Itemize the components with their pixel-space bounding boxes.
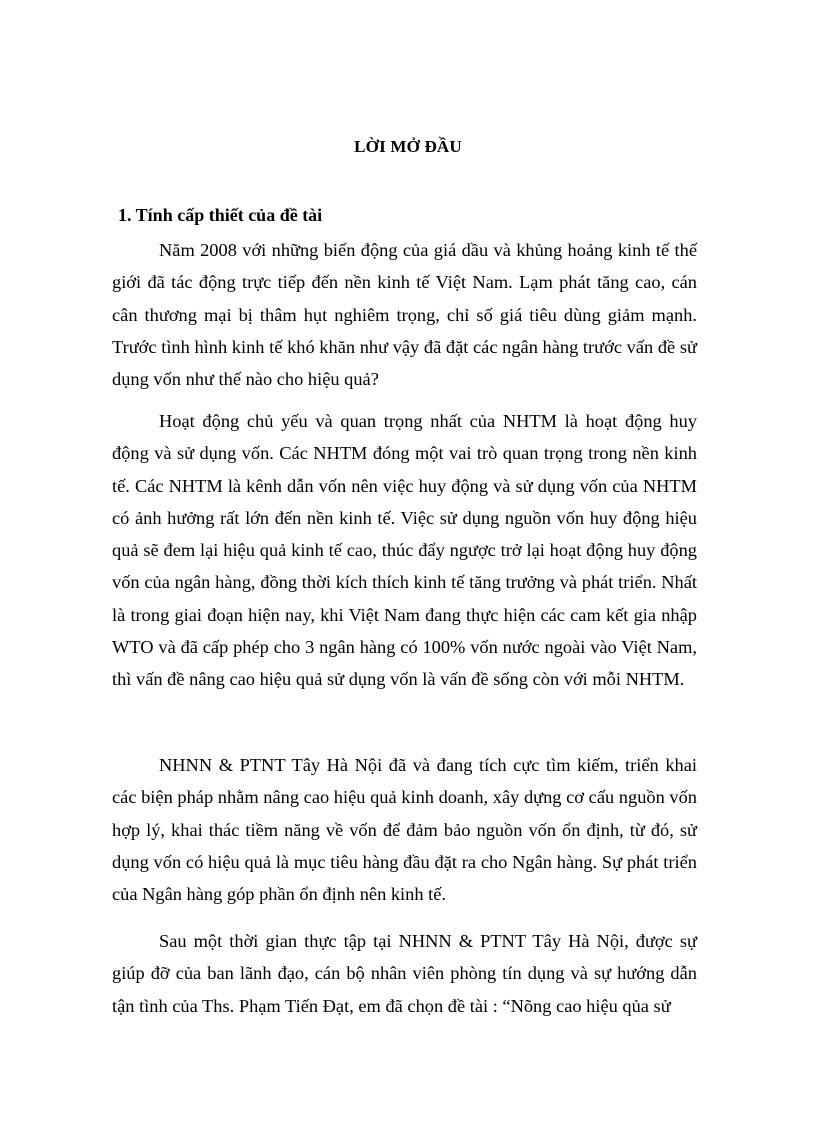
paragraph-2: Hoạt động chủ yếu và quan trọng nhất của NHTM là hoạt động huy động và sử dụng vốn. Các NHTM đóng một vai trò quan trọng trong nền kinh tế. Các NHTM là kênh dẫn vốn nên việc huy động và sử dụng vốn của NHTM có ảnh hưởng rất lớn đến nền kinh tế. Việc sử dụng nguồn vốn huy động hiệu quả sẽ đem lại hiệu quả kinh tế cao, thúc đẩy ngược trở lại hoạt động huy động vốn của ngân hàng, đồng thời kích thích kinh tế tăng trưởng và phát triển. Nhất là trong giai đoạn hiện nay, khi Việt Nam đang thực hiện các cam kết gia nhập WTO và đã cấp phép cho 3 ngân hàng có 100% vốn nước ngoài vào Việt Nam, thì vấn đề nâng cao hiệu quả sử dụng vốn là vấn đề sống còn với mỗi NHTM. [112, 411, 697, 690]
paragraph-4: Sau một thời gian thực tập tại NHNN & PTNT Tây Hà Nội, được sự giúp đỡ của ban lãnh đạo, cán bộ nhân viên phòng tín dụng và sự hướng dẫn tận tình của Ths. Phạm Tiến Đạt, em đã chọn đề tài : “Nõng cao hiệu qủa sử [112, 931, 697, 1016]
paragraph-3: NHNN & PTNT Tây Hà Nội đã và đang tích cực tìm kiếm, triển khai các biện pháp nhằm nâng cao hiệu quả kinh doanh, xây dựng cơ cấu nguồn vốn hợp lý, khai thác tiềm năng về vốn để đảm bảo nguồn vốn ổn định, từ đó, sử dụng vốn có hiệu quả là mục tiêu hàng đầu đặt ra cho Ngân hàng. Sự phát triển của Ngân hàng góp phần ổn định nên kinh tế. [112, 755, 697, 905]
paragraph-1: Năm 2008 với những biến động của giá dầu và khủng hoảng kinh tế thế giới đã tác động trực tiếp đến nền kinh tế Việt Nam. Lạm phát tăng cao, cán cân thương mại bị thâm hụt nghiêm trọng, chỉ số giá tiêu dùng giảm mạnh. Trước tình hình kinh tế khó khăn như vậy đã đặt các ngân hàng trước vấn đề sử dụng vốn như thế nào cho hiệu quả? [112, 240, 697, 390]
section-title: 1. Tính cấp thiết của đề tài [118, 205, 323, 225]
page-heading: LỜI MỞ ĐẦU [354, 137, 462, 156]
